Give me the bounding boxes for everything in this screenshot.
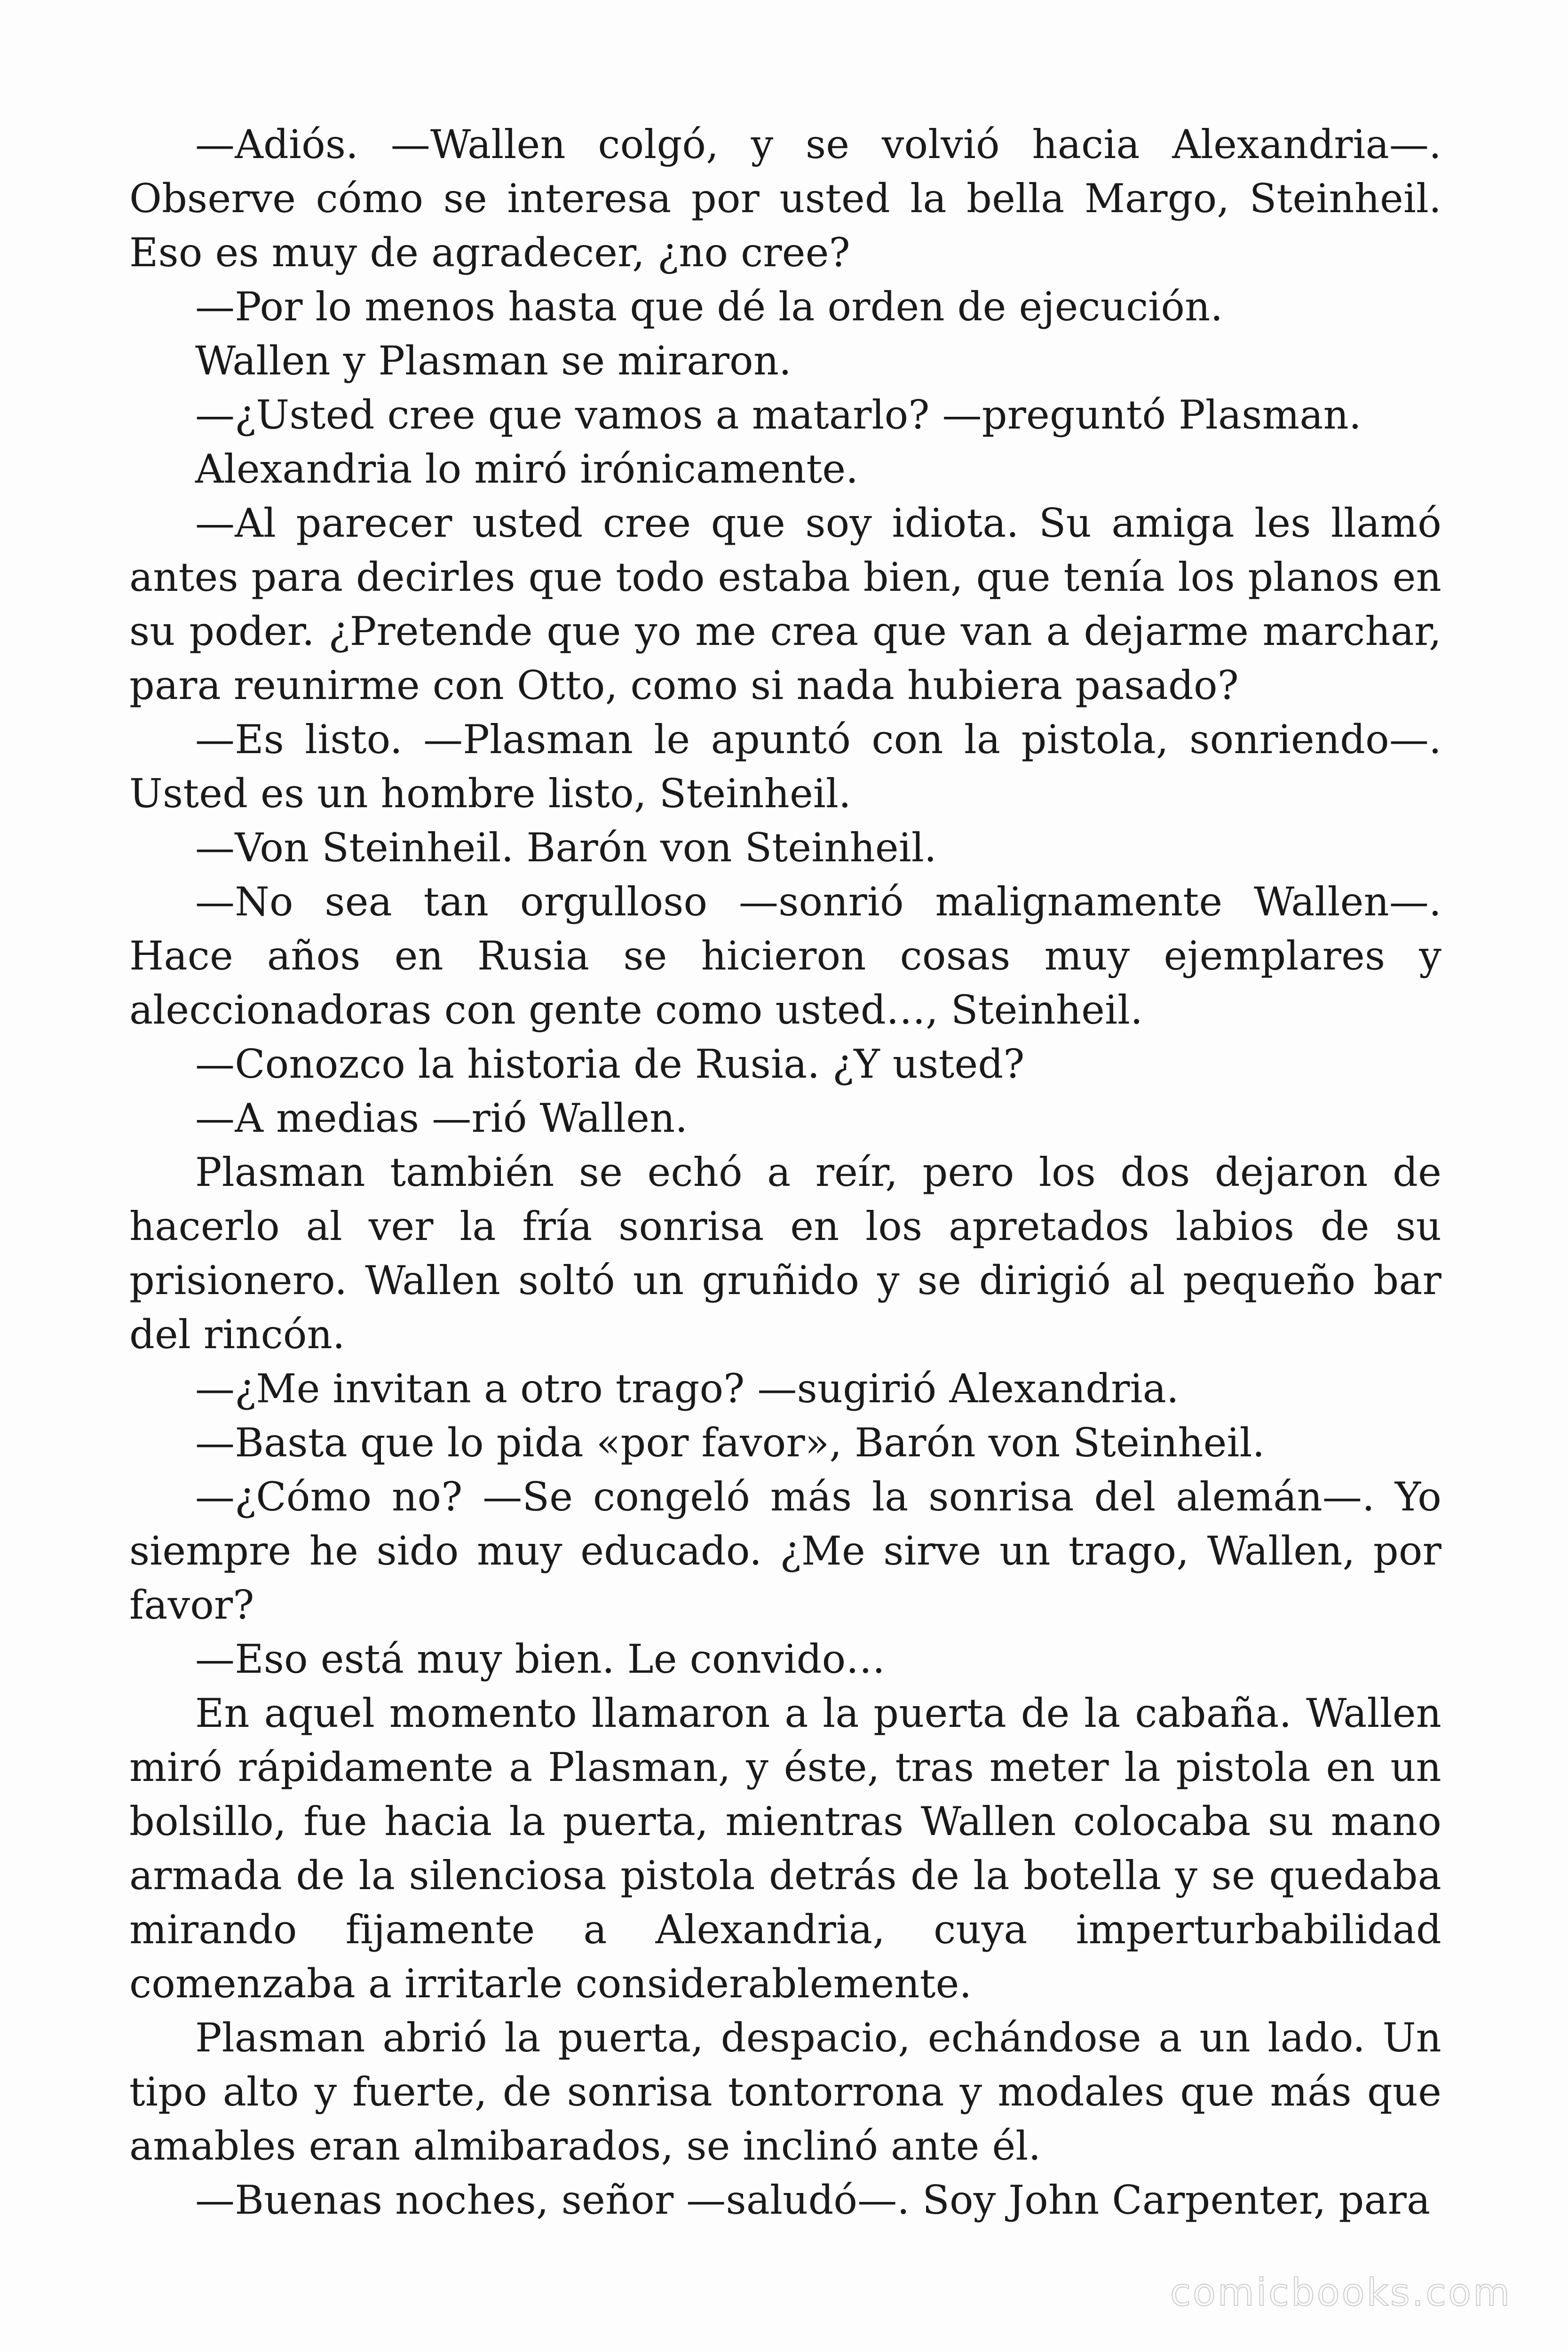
book-page: [129, 118, 1441, 2223]
paragraph: Plasman abrió la puerta, despacio, echándose a un lado. Un tipo alto y fuerte, de sonrisa tontorrona y modales que más que amables eran almibarados, se inclinó ante él.: [129, 2015, 1441, 2169]
paragraph: —¿Me invitan a otro trago? —sugirió Alexandria.: [195, 1366, 1179, 1412]
paragraph: —¿Usted cree que vamos a matarlo? —preguntó Plasman.: [195, 392, 1362, 438]
paragraph: —No sea tan orgulloso —sonrió malignamente Wallen—. Hace años en Rusia se hicieron cosas muy ejemplares y aleccionadoras con gente como usted…, Steinheil.: [129, 879, 1441, 1033]
paragraph: Plasman también se echó a reír, pero los dos dejaron de hacerlo al ver la fría sonrisa en los apretados labios de su prisionero. Wallen soltó un gruñido y se dirigió al pequeño bar del rincón.: [129, 1149, 1441, 1358]
paragraph: —Es listo. —Plasman le apuntó con la pistola, sonriendo—. Usted es un hombre listo, Steinheil.: [129, 716, 1441, 817]
paragraph: En aquel momento llamaron a la puerta de la cabaña. Wallen miró rápidamente a Plasman, y éste, tras meter la pistola en un bolsillo, fue hacia la puerta, mientras Wallen colocaba su mano armada de la silenciosa pistola detrás de la botella y se quedaba mirando fijamente a Alexandria, cuya imperturbabilidad comenzaba a irritarle considerablemente.: [129, 1690, 1441, 2007]
paragraph: —Von Steinheil. Barón von Steinheil.: [195, 825, 937, 871]
paragraph: Alexandria lo miró irónicamente.: [195, 446, 859, 492]
paragraph: —Basta que lo pida «por favor», Barón von Steinheil.: [195, 1420, 1265, 1466]
paragraph: —A medias —rió Wallen.: [195, 1095, 688, 1141]
paragraph: —Conozco la historia de Rusia. ¿Y usted?: [195, 1041, 1025, 1087]
paragraph: —Adiós. —Wallen colgó, y se volvió hacia Alexandria—. Observe cómo se interesa por usted la bella Margo, Steinheil. Eso es muy de agradecer, ¿no cree?: [129, 121, 1441, 276]
paragraph: Wallen y Plasman se miraron.: [195, 338, 792, 384]
watermark: comicbooks.com: [1170, 2271, 1512, 2314]
paragraph: —¿Cómo no? —Se congeló más la sonrisa del alemán—. Yo siempre he sido muy educado. ¿Me sirve un trago, Wallen, por favor?: [129, 1474, 1441, 1628]
paragraph: —Eso está muy bien. Le convido…: [195, 1636, 886, 1682]
paragraph: —Por lo menos hasta que dé la orden de ejecución.: [195, 284, 1223, 330]
paragraph: —Al parecer usted cree que soy idiota. Su amiga les llamó antes para decirles que todo estaba bien, que tenía los planos en su poder. ¿Pretende que yo me crea que van a dejarme marchar, para reunirme con Otto, como si nada hubiera pasado?: [129, 500, 1441, 708]
paragraph: —Buenas noches, señor —saludó—. Soy John Carpenter, para: [195, 2177, 1431, 2223]
